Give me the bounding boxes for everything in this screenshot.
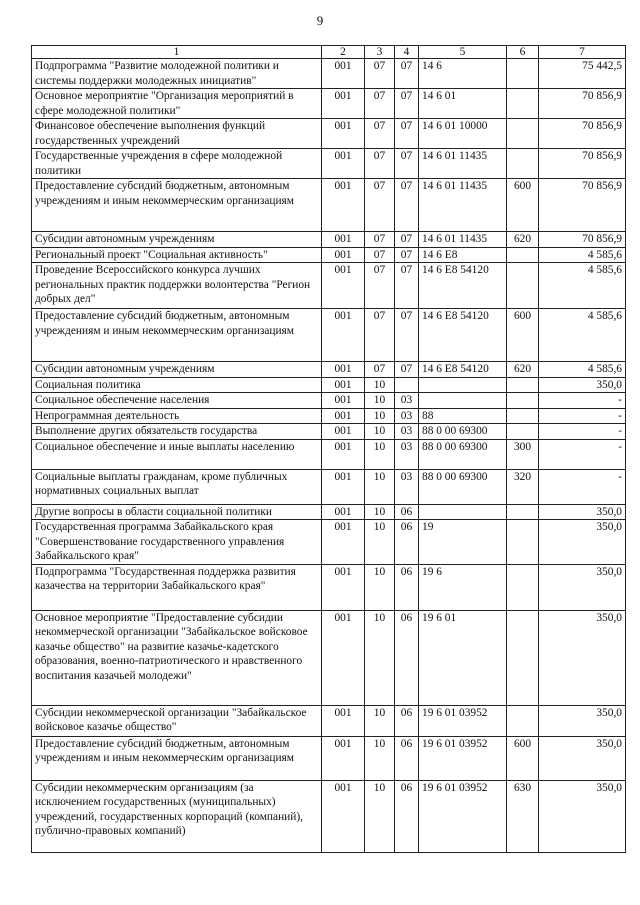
row-target-article (419, 393, 507, 409)
row-amount: 350,0 (539, 705, 626, 736)
row-name: Предоставление субсидий бюджетным, автономным учреждениям и иным некоммерческим организациям (32, 309, 322, 362)
row-amount: 4 585,6 (539, 309, 626, 362)
row-section: 07 (365, 179, 395, 232)
row-section: 10 (365, 780, 395, 852)
row-admin-code: 001 (322, 179, 365, 232)
row-amount: 70 856,9 (539, 179, 626, 232)
budget-table (31, 45, 626, 853)
row-subsection: 07 (395, 89, 419, 119)
row-target-article: 14 6 01 11435 (419, 232, 507, 248)
row-target-article: 88 0 00 69300 (419, 424, 507, 440)
row-section: 10 (365, 520, 395, 565)
row-section: 07 (365, 119, 395, 149)
table-row (32, 232, 626, 248)
table-row (32, 780, 626, 852)
row-admin-code: 001 (322, 89, 365, 119)
row-name: Государственные учреждения в сфере молодежной политики (32, 149, 322, 179)
row-target-article: 19 6 (419, 564, 507, 610)
row-subsection: 03 (395, 393, 419, 409)
row-target-article (419, 504, 507, 520)
table-row (32, 89, 626, 119)
row-subsection: 07 (395, 309, 419, 362)
table-row (32, 263, 626, 309)
row-amount: 4 585,6 (539, 247, 626, 263)
row-admin-code: 001 (322, 469, 365, 504)
row-admin-code: 001 (322, 362, 365, 378)
row-name: Выполнение других обязательств государства (32, 424, 322, 440)
row-expense-type (507, 89, 539, 119)
row-amount: - (539, 439, 626, 469)
row-subsection: 03 (395, 439, 419, 469)
row-expense-type (507, 247, 539, 263)
row-subsection: 06 (395, 780, 419, 852)
row-subsection: 03 (395, 424, 419, 440)
row-name: Предоставление субсидий бюджетным, автономным учреждениям и иным некоммерческим организациям (32, 736, 322, 780)
row-section: 10 (365, 424, 395, 440)
row-amount: 350,0 (539, 610, 626, 705)
row-target-article: 19 6 01 03952 (419, 780, 507, 852)
row-expense-type (507, 393, 539, 409)
row-subsection: 07 (395, 247, 419, 263)
row-name: Финансовое обеспечение выполнения функций государственных учреждений (32, 119, 322, 149)
row-section: 07 (365, 149, 395, 179)
table-row (32, 179, 626, 232)
row-name: Субсидии некоммерческим организациям (за исключением государственных (муниципальных) учреждений, государственных корпораций (компаний), публично-правовых компаний) (32, 780, 322, 852)
row-target-article: 14 6 E8 54120 (419, 309, 507, 362)
row-amount: 350,0 (539, 564, 626, 610)
row-section: 07 (365, 89, 395, 119)
row-target-article: 19 6 01 03952 (419, 736, 507, 780)
row-expense-type: 600 (507, 179, 539, 232)
row-expense-type (507, 59, 539, 89)
row-section: 07 (365, 263, 395, 309)
row-expense-type (507, 263, 539, 309)
row-expense-type (507, 149, 539, 179)
row-target-article: 14 6 E8 54120 (419, 362, 507, 378)
row-section: 07 (365, 232, 395, 248)
row-section: 10 (365, 408, 395, 424)
row-name: Социальные выплаты гражданам, кроме публичных нормативных социальных выплат (32, 469, 322, 504)
row-target-article: 14 6 01 11435 (419, 149, 507, 179)
row-name: Государственная программа Забайкальского края "Совершенствование государственного управления Забайкальского края" (32, 520, 322, 565)
row-amount: 70 856,9 (539, 149, 626, 179)
row-name: Предоставление субсидий бюджетным, автономным учреждениям и иным некоммерческим организациям (32, 179, 322, 232)
row-amount: 350,0 (539, 520, 626, 565)
row-target-article: 19 6 01 03952 (419, 705, 507, 736)
row-target-article: 19 6 01 (419, 610, 507, 705)
row-subsection: 07 (395, 59, 419, 89)
row-expense-type (507, 377, 539, 393)
row-section: 07 (365, 59, 395, 89)
row-section: 10 (365, 504, 395, 520)
row-subsection: 07 (395, 149, 419, 179)
row-expense-type (507, 520, 539, 565)
row-target-article (419, 377, 507, 393)
row-subsection (395, 377, 419, 393)
row-subsection: 06 (395, 520, 419, 565)
row-section: 10 (365, 439, 395, 469)
table-row (32, 564, 626, 610)
row-subsection: 06 (395, 564, 419, 610)
row-amount: - (539, 393, 626, 409)
row-expense-type (507, 424, 539, 440)
row-amount: 350,0 (539, 504, 626, 520)
row-admin-code: 001 (322, 736, 365, 780)
row-name: Основное мероприятие "Организация мероприятий в сфере молодежной политики" (32, 89, 322, 119)
row-name: Социальное обеспечение и иные выплаты населению (32, 439, 322, 469)
row-admin-code: 001 (322, 408, 365, 424)
row-target-article: 14 6 01 10000 (419, 119, 507, 149)
row-target-article: 88 0 00 69300 (419, 469, 507, 504)
row-section: 07 (365, 247, 395, 263)
row-admin-code: 001 (322, 610, 365, 705)
row-subsection: 07 (395, 179, 419, 232)
col-header: 6 (507, 46, 539, 59)
row-expense-type: 600 (507, 309, 539, 362)
row-section: 10 (365, 610, 395, 705)
row-name: Социальное обеспечение населения (32, 393, 322, 409)
row-subsection: 06 (395, 610, 419, 705)
row-section: 10 (365, 736, 395, 780)
row-admin-code: 001 (322, 377, 365, 393)
row-expense-type: 630 (507, 780, 539, 852)
row-name: Субсидии автономным учреждениям (32, 232, 322, 248)
row-expense-type: 620 (507, 362, 539, 378)
row-admin-code: 001 (322, 149, 365, 179)
row-target-article: 14 6 01 11435 (419, 179, 507, 232)
table-row (32, 59, 626, 89)
row-admin-code: 001 (322, 309, 365, 362)
row-section: 10 (365, 393, 395, 409)
col-header: 4 (395, 46, 419, 59)
row-subsection: 06 (395, 736, 419, 780)
col-header: 7 (539, 46, 626, 59)
row-expense-type (507, 705, 539, 736)
row-admin-code: 001 (322, 520, 365, 565)
table-row (32, 424, 626, 440)
col-header: 3 (365, 46, 395, 59)
table-row (32, 247, 626, 263)
row-target-article: 14 6 (419, 59, 507, 89)
row-target-article: 14 6 01 (419, 89, 507, 119)
row-amount: 70 856,9 (539, 89, 626, 119)
row-admin-code: 001 (322, 705, 365, 736)
row-target-article: 88 0 00 69300 (419, 439, 507, 469)
row-admin-code: 001 (322, 439, 365, 469)
row-expense-type (507, 564, 539, 610)
row-admin-code: 001 (322, 504, 365, 520)
row-expense-type: 600 (507, 736, 539, 780)
col-header: 1 (32, 46, 322, 59)
row-section: 10 (365, 705, 395, 736)
col-header: 5 (419, 46, 507, 59)
row-admin-code: 001 (322, 119, 365, 149)
row-admin-code: 001 (322, 564, 365, 610)
row-expense-type: 300 (507, 439, 539, 469)
row-target-article: 14 6 E8 54120 (419, 263, 507, 309)
row-name: Субсидии автономным учреждениям (32, 362, 322, 378)
table-row (32, 736, 626, 780)
row-admin-code: 001 (322, 247, 365, 263)
table-row (32, 119, 626, 149)
row-amount: 70 856,9 (539, 232, 626, 248)
row-section: 10 (365, 377, 395, 393)
table-row (32, 149, 626, 179)
row-admin-code: 001 (322, 393, 365, 409)
row-target-article: 14 6 E8 (419, 247, 507, 263)
row-section: 10 (365, 469, 395, 504)
row-name: Субсидии некоммерческой организации "Забайкальское войсковое казачье общество" (32, 705, 322, 736)
row-admin-code: 001 (322, 780, 365, 852)
row-name: Региональный проект "Социальная активность" (32, 247, 322, 263)
row-section: 07 (365, 309, 395, 362)
row-name: Непрограммная деятельность (32, 408, 322, 424)
header-row (32, 46, 626, 59)
row-admin-code: 001 (322, 424, 365, 440)
table-row (32, 393, 626, 409)
row-admin-code: 001 (322, 232, 365, 248)
row-expense-type (507, 504, 539, 520)
row-admin-code: 001 (322, 59, 365, 89)
table-row (32, 309, 626, 362)
row-subsection: 06 (395, 504, 419, 520)
table-row (32, 520, 626, 565)
row-subsection: 07 (395, 119, 419, 149)
row-expense-type (507, 610, 539, 705)
row-expense-type: 320 (507, 469, 539, 504)
row-subsection: 06 (395, 705, 419, 736)
row-amount: 75 442,5 (539, 59, 626, 89)
row-subsection: 03 (395, 408, 419, 424)
row-name: Подпрограмма "Развитие молодежной политики и системы поддержки молодежных инициатив" (32, 59, 322, 89)
col-header: 2 (322, 46, 365, 59)
row-subsection: 03 (395, 469, 419, 504)
row-amount: 350,0 (539, 377, 626, 393)
row-amount: 350,0 (539, 736, 626, 780)
row-subsection: 07 (395, 362, 419, 378)
row-admin-code: 001 (322, 263, 365, 309)
page-number: 9 (316, 13, 324, 28)
row-amount: - (539, 469, 626, 504)
table-row (32, 504, 626, 520)
row-name: Подпрограмма "Государственная поддержка развития казачества на территории Забайкальского края" (32, 564, 322, 610)
row-expense-type (507, 408, 539, 424)
row-amount: 70 856,9 (539, 119, 626, 149)
table-row (32, 705, 626, 736)
row-subsection: 07 (395, 232, 419, 248)
row-amount: 4 585,6 (539, 362, 626, 378)
row-amount: 4 585,6 (539, 263, 626, 309)
row-section: 10 (365, 564, 395, 610)
row-target-article: 88 (419, 408, 507, 424)
row-name: Другие вопросы в области социальной политики (32, 504, 322, 520)
row-subsection: 07 (395, 263, 419, 309)
table-row (32, 469, 626, 504)
row-target-article: 19 (419, 520, 507, 565)
row-expense-type: 620 (507, 232, 539, 248)
table-row (32, 610, 626, 705)
row-section: 07 (365, 362, 395, 378)
table-row (32, 439, 626, 469)
row-name: Социальная политика (32, 377, 322, 393)
row-name: Основное мероприятие "Предоставление субсидии некоммерческой организации "Забайкальское войсковое казачье общество" на развитие казачье-кадетского образования, военно-патриотического и нравственного воспитания казачьей молодежи" (32, 610, 322, 705)
row-amount: 350,0 (539, 780, 626, 852)
row-amount: - (539, 424, 626, 440)
table-row (32, 377, 626, 393)
table-row (32, 362, 626, 378)
row-name: Проведение Всероссийского конкурса лучших региональных практик поддержки волонтерства "Регион добрых дел" (32, 263, 322, 309)
row-expense-type (507, 119, 539, 149)
table-row (32, 408, 626, 424)
row-amount: - (539, 408, 626, 424)
